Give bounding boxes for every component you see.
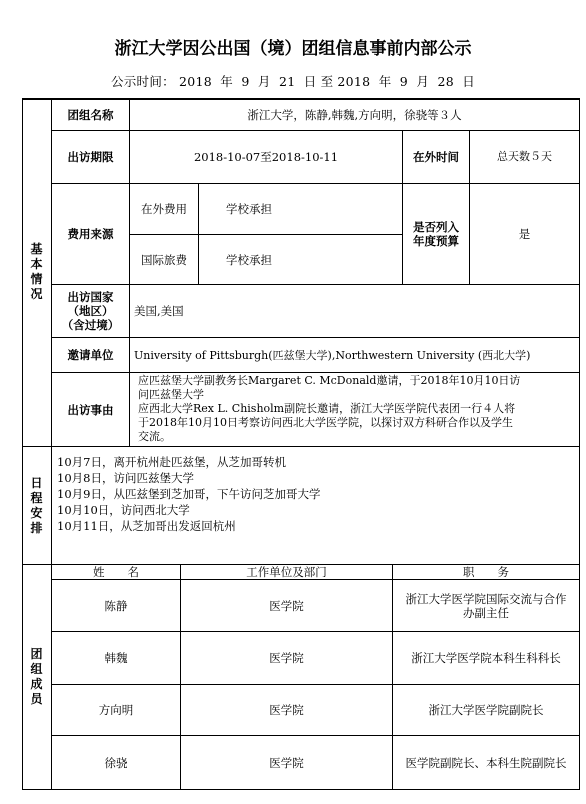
annual-budget-value: 是	[518, 227, 531, 241]
member-position: 浙江大学医学院本科生科科长	[411, 651, 561, 665]
member-position: 医学院副院长、本科生院副院长	[405, 755, 567, 770]
period-end-day: 28	[437, 74, 454, 89]
schedule-item: 10月7日，离开杭州赴匹兹堡，从芝加哥转机	[57, 455, 286, 469]
member-unit: 医学院	[269, 651, 304, 665]
group-name-label: 团组名称	[67, 108, 114, 122]
overseas-cost-value: 学校承担	[226, 202, 272, 216]
period-month-char-2: 月	[416, 74, 430, 89]
period-year-char: 年	[220, 74, 234, 89]
period-start-day: 21	[278, 74, 296, 89]
page-title: 浙江大学因公出国（境）团组信息事前内部公示	[114, 39, 472, 59]
days-abroad-value: 总天数５天	[497, 150, 552, 163]
inviting-institution-value: University of Pittsburgh(匹兹堡大学),Northwestern University (西北大学)	[134, 348, 531, 362]
visit-purpose-label: 出访事由	[67, 402, 114, 417]
member-unit: 医学院	[269, 755, 304, 770]
period-day-char: 日	[303, 74, 317, 89]
section-label-char: 组	[30, 662, 43, 676]
section-label-char: 本	[30, 257, 43, 271]
section-label-char: 员	[30, 692, 43, 706]
period-label: 公示时间：	[110, 74, 175, 89]
annual-budget-label: 是否列入年度预算	[413, 220, 459, 248]
purpose-line: 应西北大学Rex L. Chisholm副院长邀请，浙江大学医学院代表团一行４人将	[138, 402, 516, 415]
travel-cost-label: 国际旅费	[141, 252, 187, 267]
member-position: 浙江大学医学院副院长	[428, 703, 544, 717]
publicity-period	[0, 72, 586, 90]
section-label-char: 成	[30, 677, 43, 691]
members-header-position: 职 务	[463, 565, 509, 579]
member-name: 韩魏	[104, 651, 128, 665]
overseas-cost-label: 在外费用	[141, 202, 187, 216]
funding-source-label: 费用来源	[67, 227, 114, 241]
member-name: 徐骁	[104, 755, 128, 770]
section-label-char: 日	[30, 475, 43, 490]
schedule-item: 10月11日，从芝加哥出发返回杭州	[57, 519, 236, 533]
member-name: 方向明	[98, 703, 134, 717]
section-label-char: 安	[30, 505, 43, 520]
travel-cost-value: 学校承担	[226, 252, 272, 267]
period-end-month: 9	[399, 74, 409, 89]
visit-period-label: 出访期限	[67, 150, 114, 164]
purpose-line: 问匹兹堡大学	[138, 388, 204, 401]
section-label-schedule	[22, 447, 51, 564]
visit-countries-value: 美国,美国	[134, 304, 184, 318]
schedule-list	[57, 454, 320, 534]
visit-countries-label: 出访国家（地区）（含过境）	[61, 290, 120, 332]
schedule-item: 10月8日，访问匹兹堡大学	[57, 471, 194, 485]
purpose-line: 应匹兹堡大学副教务长Margaret C. McDonald邀请，于2018年10月10日访	[138, 374, 521, 387]
period-end-year: 2018	[337, 74, 371, 89]
purpose-line: 于2018年10月10日考察访问西北大学医学院，以探讨双方科研合作以及学生	[138, 416, 513, 429]
visit-purpose-value	[130, 373, 579, 446]
period-start-month: 9	[241, 74, 250, 89]
group-name-value: 浙江大学，陈静,韩魏,方向明，徐骁等３人	[247, 108, 462, 122]
member-unit: 医学院	[269, 703, 304, 717]
section-label-char: 基	[30, 242, 43, 256]
section-label-members	[22, 565, 51, 789]
visit-period-value: 2018-10-07至2018-10-11	[193, 150, 339, 164]
purpose-line: 交流。	[138, 430, 171, 443]
period-to: 至	[320, 74, 334, 89]
section-label-char: 情	[30, 272, 43, 286]
period-day-char-2: 日	[462, 74, 476, 89]
member-position: 浙江大学医学院国际交流与合作办副主任	[405, 591, 567, 620]
members-header-name: 姓 名	[93, 565, 139, 579]
section-label-char: 况	[30, 287, 43, 301]
period-month-char: 月	[257, 74, 271, 89]
section-label-char: 排	[30, 520, 43, 535]
section-label-basic	[22, 98, 51, 446]
section-label-char: 团	[30, 647, 43, 661]
member-name: 陈静	[104, 598, 128, 613]
days-abroad-label: 在外时间	[413, 150, 459, 164]
schedule-item: 10月10日，访问西北大学	[57, 503, 190, 517]
section-label-char: 程	[30, 490, 43, 505]
period-year-char-2: 年	[378, 74, 392, 89]
member-unit: 医学院	[269, 598, 304, 613]
inviting-institution-label: 邀请单位	[67, 348, 114, 362]
period-start-year: 2018	[178, 74, 212, 89]
schedule-item: 10月9日，从匹兹堡到芝加哥，下午访问芝加哥大学	[57, 487, 321, 501]
members-header-unit: 工作单位及部门	[246, 565, 327, 579]
